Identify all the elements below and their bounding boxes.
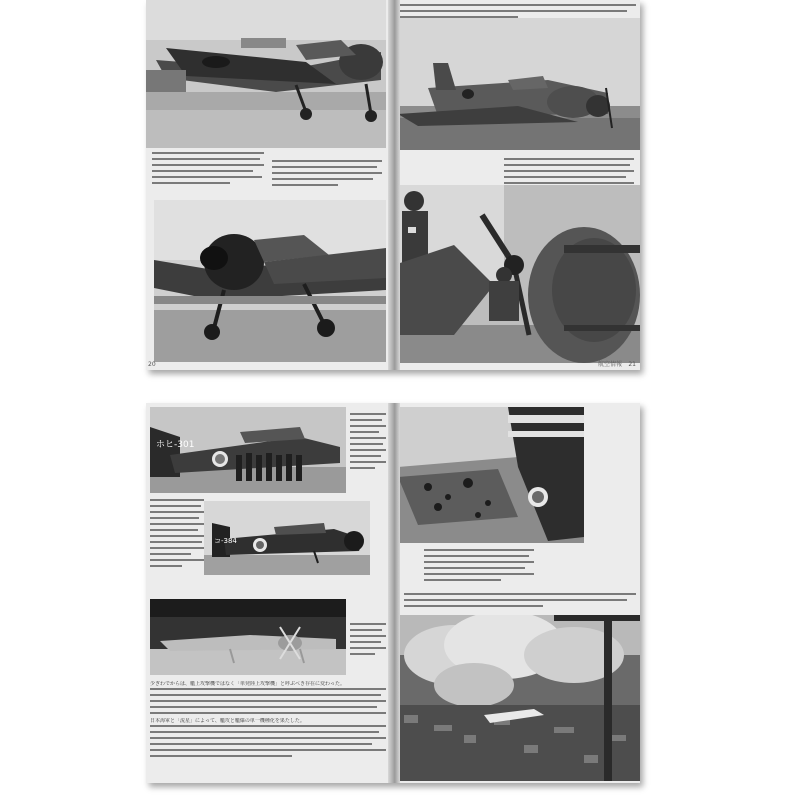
- tail-code-label-2: コ-384: [214, 537, 237, 545]
- caption-block-bottom-right-1: [424, 549, 534, 585]
- photo-damaged-tail-close-up: [398, 407, 584, 543]
- page-left-bottom: [146, 403, 392, 783]
- page-header-right: 航空情報: [597, 361, 622, 368]
- photo-pilot-with-aircraft: [394, 185, 640, 363]
- caption-block-bottom-right-2: [404, 593, 636, 611]
- body-text-line-2: 日本海軍と「流星」によって、艦攻と艦爆の単一機種化を果たした。: [150, 718, 305, 724]
- caption-block-top-left-1: [152, 152, 264, 188]
- photo-zero-fighter-parked-left: [146, 0, 386, 148]
- tail-code-label-1: ホヒ-301: [156, 440, 195, 450]
- page-number-right: 21: [628, 361, 636, 368]
- spread-gutter-bottom: [388, 403, 400, 783]
- caption-block-top-left-2: [272, 160, 382, 190]
- page-right-top: [394, 0, 640, 370]
- caption-block-bottom-left-side: [350, 413, 386, 473]
- page-left-top: [146, 0, 392, 370]
- page-number-left: 20: [148, 361, 156, 368]
- spread-gutter-top: [388, 0, 400, 370]
- photo-fighter-front-view: [154, 200, 386, 362]
- caption-block-bottom-left-side-2: [350, 623, 386, 659]
- photo-aircraft-in-hangar: [150, 599, 346, 675]
- photo-city-bombing-aerial: [394, 615, 640, 781]
- page-right-bottom: [394, 403, 640, 783]
- body-text-bottom-left: [150, 681, 386, 761]
- magazine-spread-bottom: [146, 403, 640, 783]
- photo-dive-bomber-with-crew: [150, 407, 346, 493]
- caption-block-bottom-left-1: [150, 499, 204, 571]
- body-text-line-1: 少ぎわでからは、艦上攻撃機ではなく「単発陸上攻撃機」と呼ぶべき存在に変わった。: [150, 681, 345, 687]
- magazine-spread-top: [146, 0, 640, 370]
- photo-zero-fighter-on-grass: [398, 18, 640, 150]
- photo-dive-bomber-on-ground: [204, 501, 370, 575]
